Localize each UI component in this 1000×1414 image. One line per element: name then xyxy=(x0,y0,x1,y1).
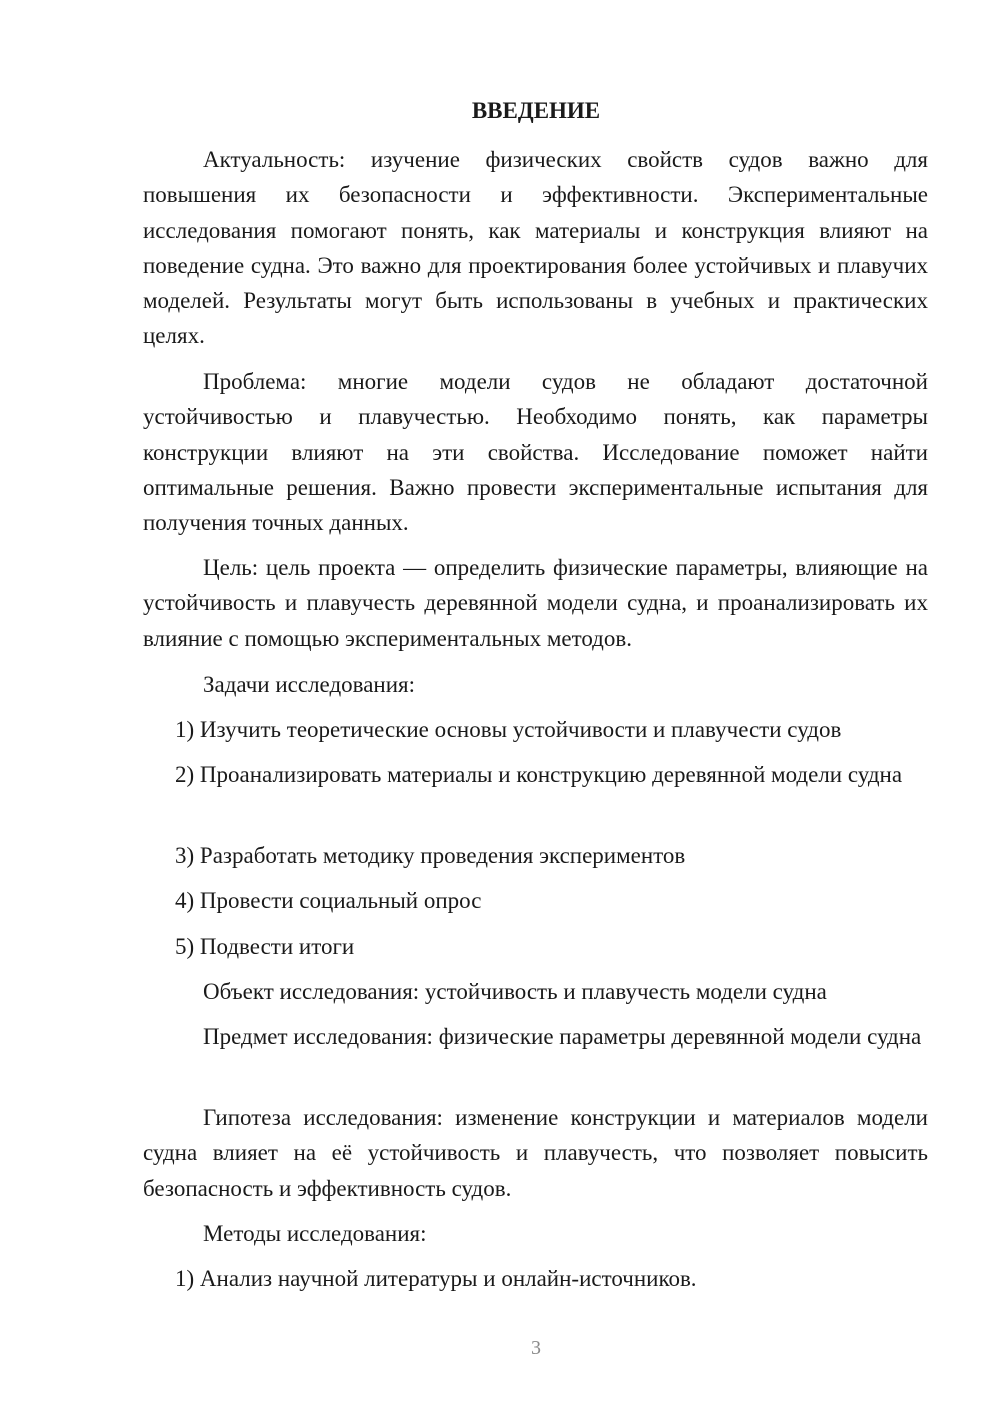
goal-paragraph: Цель: цель проекта — определить физические параметры, влияющие на устойчивость и плавучесть деревянной модели судна, и проанализировать их влияние с помощью экспериментальных методов. xyxy=(143,555,928,651)
task-item: 3) Разработать методику проведения экспериментов xyxy=(175,843,686,868)
task-item: 1) Изучить теоретические основы устойчивости и плавучести судов xyxy=(175,717,842,742)
hypothesis-paragraph: Гипотеза исследования: изменение конструкции и материалов модели судна влияет на её устойчивость и плавучесть, что позволяет повысить безопасность и эффективность судов. xyxy=(143,1105,928,1201)
task-item: 2) Проанализировать материалы и конструкцию деревянной модели судна xyxy=(175,762,903,787)
task-item: 5) Подвести итоги xyxy=(175,934,355,959)
object-paragraph: Объект исследования: устойчивость и плавучесть модели судна xyxy=(203,979,827,1004)
tasks-title: Задачи исследования: xyxy=(203,672,416,697)
subject-paragraph: Предмет исследования: физические параметры деревянной модели судна xyxy=(203,1024,922,1049)
section-heading: ВВЕДЕНИЕ xyxy=(471,98,601,123)
methods-title: Методы исследования: xyxy=(203,1221,427,1246)
task-item: 4) Провести социальный опрос xyxy=(175,888,482,913)
problem-paragraph: Проблема: многие модели судов не обладают достаточной устойчивостью и плавучестью. Необходимо понять, как параметры конструкции влияют на эти свойства. Исследование поможет найти оптимальные решения. Важно провести экспериментальные испытания для получения точных данных. xyxy=(143,369,928,536)
page-number: 3 xyxy=(531,1337,541,1359)
method-item: 1) Анализ научной литературы и онлайн-источников. xyxy=(175,1266,697,1291)
relevance-paragraph: Актуальность: изучение физических свойств судов важно для повышения их безопасности и эффективности. Экспериментальные исследования помогают понять, как материалы и конструкция влияют на поведение судна. Это важно для проектирования более устойчивых и плавучих моделей. Результаты могут быть использованы в учебных и практических целях. xyxy=(143,147,928,349)
